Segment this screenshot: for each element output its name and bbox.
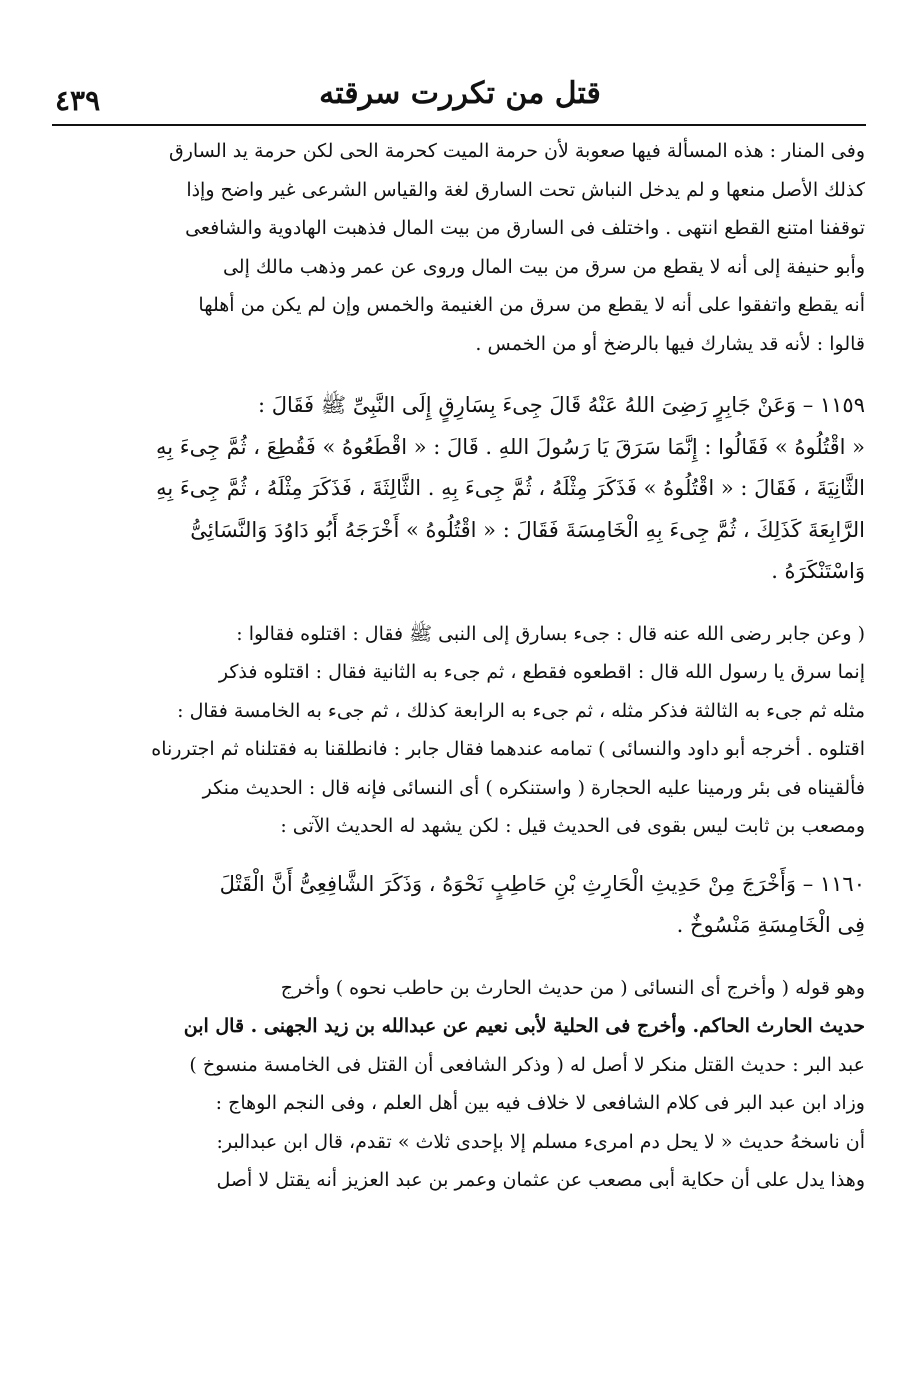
page-header [55, 72, 865, 122]
text-line: وزاد ابن عبد البر فى كلام الشافعى لا خلاف فيه بين أهل العلم ، وفى النجم الوهاج : [215, 1092, 865, 1114]
hadith-line: الثَّانِيَةَ ، فَقَالَ : « اقْتُلُوهُ » فَذَكَرَ مِثْلَهُ ، ثُمَّ جِىءَ بِهِ . الثَّالِثَةَ ، فَذَكَرَ مِثْلَهُ ، ثُمَّ جِىءَ بِهِ [156, 476, 865, 500]
text-line: كذلك الأصل منعها و لم يدخل النباش تحت السارق لغة والقياس الشرعى غير واضح وإذا [186, 178, 865, 201]
hadith-line: ١١٦٠ – وَأَخْرَجَ مِنْ حَدِيثِ الْحَارِثِ بْنِ حَاطِبٍ نَحْوَهُ ، وَذَكَرَ الشَّافِعِىُّ أَنَّ الْقَتْلَ [219, 871, 865, 896]
hadith-line: ١١٥٩ – وَعَنْ جَابِرٍ رَضِىَ اللهُ عَنْهُ قَالَ جِىءَ بِسَارِقٍ إِلَى النَّبِىِّ ﷺ فَقَالَ : [258, 393, 865, 417]
hadith-line: « اقْتُلُوهُ » فَقَالُوا : إِنَّمَا سَرَقَ يَا رَسُولَ اللهِ . قَالَ : « اقْطَعُوهُ » فَقُطِعَ ، ثُمَّ جِىءَ بِهِ [155, 434, 865, 459]
spacer [55, 846, 865, 864]
header-divider [52, 124, 866, 126]
running-title: قتل من تكررت سرقته [319, 76, 601, 111]
spacer [55, 593, 865, 615]
text-line: حديث الحارث الحاكم. وأخرج فى الحلية لأبى نعيم عن عبدالله بن زيد الجهنى . قال ابن [183, 1015, 865, 1037]
text-line: إنما سرق يا رسول الله قال : اقطعوه فقطع ، ثم جىء به الثانية فقال : اقتلوه فذكر [218, 661, 865, 683]
hadith-line: وَاسْتَنْكَرَهُ . [771, 559, 865, 583]
commentary-paragraph-2 [55, 615, 865, 846]
text-line: وهذا يدل على أن حكاية أبى مصعب عن عثمان وعمر بن عبد العزيز أنه يقتل لا أصل [216, 1169, 865, 1191]
text-line: توقفنا امتنع القطع انتهى . واختلف فى السارق من بيت المال فذهبت الهادوية والشافعى [185, 217, 865, 239]
text-line: وأبو حنيفة إلى أنه لا يقطع من سرق من بيت المال وروى عن عمر وذهب مالك إلى [222, 255, 865, 278]
text-line: ومصعب بن ثابت ليس بقوى فى الحديث قيل : لكن يشهد له الحديث الآتى : [280, 815, 865, 837]
page-number: ٤٣٩ [55, 84, 101, 117]
text-line: ( وعن جابر رضى الله عنه قال : جىء بسارق إلى النبى ﷺ فقال : اقتلوه فقالوا : [236, 622, 865, 645]
text-line: عبد البر : حديث القتل منكر لا أصل له ( وذكر الشافعى أن القتل فى الخامسة منسوخ ) [189, 1053, 865, 1076]
text-line: مثله ثم جىء به الثالثة فذكر مثله ، ثم جىء به الرابعة كذلك ، ثم جىء به الخامسة فقال : [177, 699, 865, 722]
text-line: أن ناسخهُ حديث « لا يحل دم امرىء مسلم إلا بإحدى ثلاث » تقدم، قال ابن عبدالبر: [216, 1130, 865, 1153]
commentary-paragraph-1 [55, 132, 865, 363]
hadith-1160 [55, 864, 865, 947]
spacer [55, 363, 865, 385]
text-line: قالوا : لأنه قد يشارك فيها بالرضخ أو من الخمس . [475, 332, 865, 355]
text-line: وهو قوله ( وأخرج أى النسائى ( من حديث الحارث بن حاطب نحوه ) وأخرج [280, 976, 865, 999]
hadith-1159 [55, 385, 865, 593]
text-line: أنه يقطع واتفقوا على أنه لا يقطع من سرق من الغنيمة والخمس وإن لم يكن من أهلها [198, 294, 865, 316]
text-line: اقتلوه . أخرجه أبو داود والنسائى ) تمامه عندهما فقال جابر : فانطلقنا به فقتلناه ثم اجتررناه [151, 738, 865, 760]
page-body [55, 132, 865, 1200]
spacer [55, 947, 865, 969]
commentary-paragraph-3 [55, 969, 865, 1200]
text-line: وفى المنار : هذه المسألة فيها صعوبة لأن حرمة الميت كحرمة الحى لكن حرمة يد السارق [169, 140, 865, 162]
hadith-line: الرَّابِعَةَ كَذَلِكَ ، ثُمَّ جِىءَ بِهِ الْخَامِسَةَ فَقَالَ : « اقْتُلُوهُ » أَخْرَجَهُ أَبُو دَاوُدَ وَالنَّسَائِىُّ [190, 517, 865, 542]
text-line: فألقيناه فى بئر ورمينا عليه الحجارة ( واستنكره ) أى النسائى فإنه قال : الحديث منكر [202, 776, 865, 799]
hadith-line: فِى الْخَامِسَةِ مَنْسُوخٌ . [676, 913, 865, 937]
